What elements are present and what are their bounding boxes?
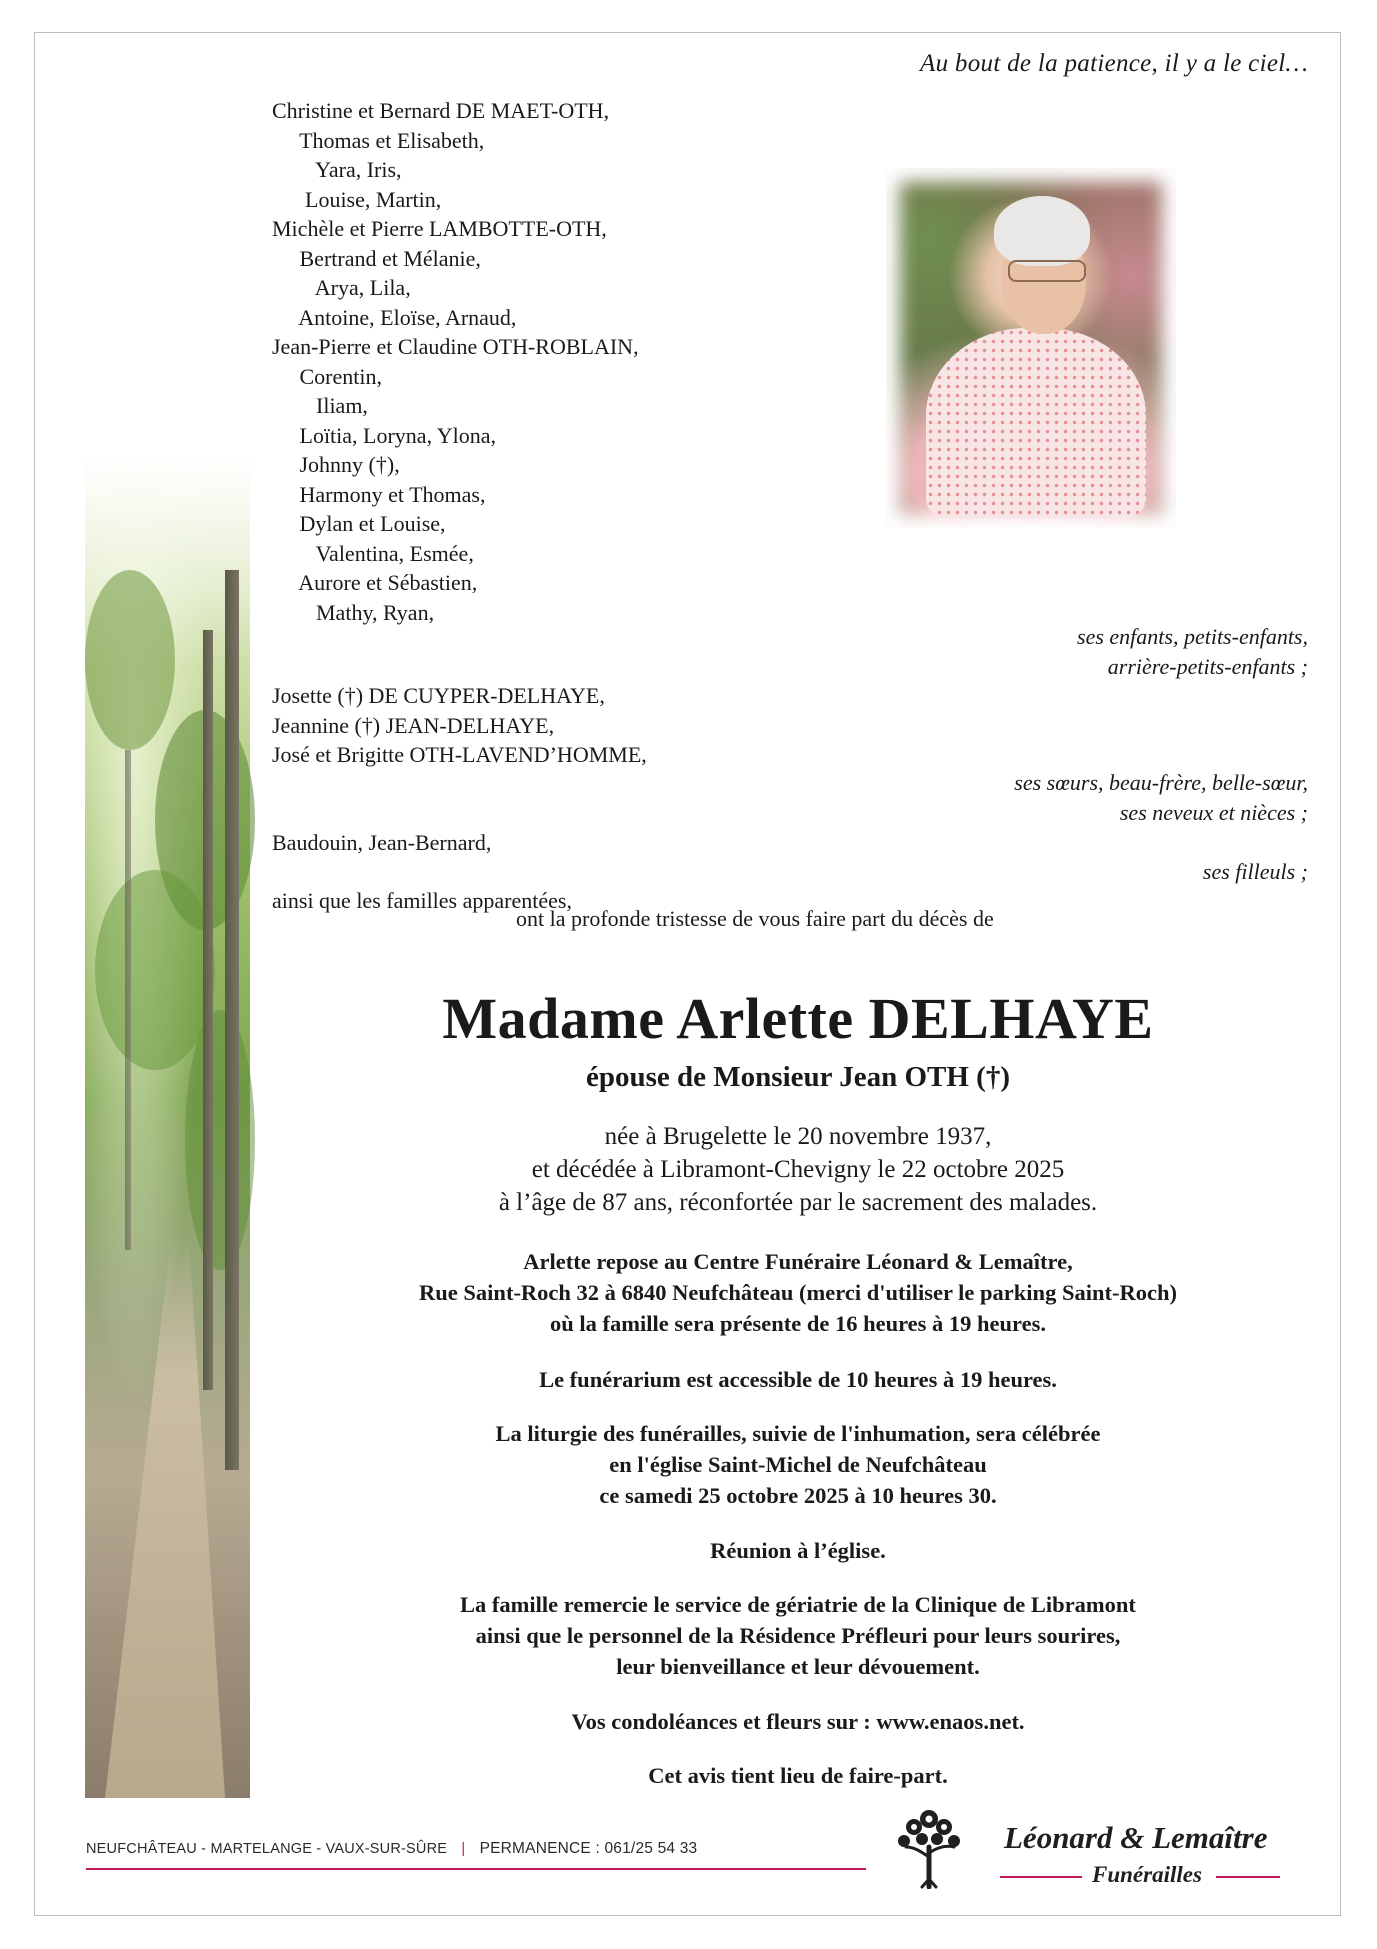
tree-logo-icon xyxy=(892,1807,966,1889)
portrait-photo xyxy=(886,168,1176,528)
role-line: ses enfants, petits-enfants, xyxy=(1077,624,1308,649)
motto: Au bout de la patience, il y a le ciel… xyxy=(920,50,1308,77)
sibling-line: Josette (†) DE CUYPER-DELHAYE, xyxy=(272,683,605,708)
announcement: ont la profonde tristesse de vous faire part du décès de xyxy=(516,906,994,931)
liturgy-line: en l'église Saint-Michel de Neufchâteau xyxy=(609,1452,987,1477)
deceased-name: Madame Arlette DELHAYE xyxy=(442,986,1154,1051)
footer-locations: NEUFCHÂTEAU - MARTELANGE - VAUX-SUR-SÛRE xyxy=(86,1841,448,1857)
footer-rule xyxy=(86,1868,866,1870)
family-line: Harmony et Thomas, xyxy=(272,481,486,507)
family-line: Jean-Pierre et Claudine OTH-ROBLAIN, xyxy=(272,334,639,359)
thanks-block xyxy=(250,1589,1346,1682)
date-line: et décédée à Libramont-Chevigny le 22 octobre 2025 xyxy=(531,1156,1065,1183)
thanks-line: La famille remercie le service de gériatrie de la Clinique de Libramont xyxy=(460,1592,1136,1617)
family-line: Dylan et Louise, xyxy=(272,511,446,536)
liturgy-block xyxy=(250,1418,1346,1511)
family-line: Michèle et Pierre LAMBOTTE-OTH, xyxy=(272,216,607,241)
condolences-line: Vos condoléances et fleurs sur : www.enaos.net. xyxy=(571,1709,1025,1734)
rest-block xyxy=(250,1246,1346,1339)
godchildren: Baudouin, Jean-Bernard, xyxy=(272,830,492,855)
reunion-line: Réunion à l’église. xyxy=(710,1538,886,1563)
sibling-line: Jeannine (†) JEAN-DELHAYE, xyxy=(272,712,555,738)
family-line: Yara, Iris, xyxy=(272,157,402,182)
footer-permanence: PERMANENCE : 061/25 54 33 xyxy=(479,1840,698,1857)
notice-line: Cet avis tient lieu de faire-part. xyxy=(648,1763,948,1788)
funerarium-line: Le funérarium est accessible de 10 heures à 19 heures. xyxy=(539,1367,1057,1392)
logo-rule-left xyxy=(1000,1876,1082,1878)
family-line: Valentina, Esmée, xyxy=(272,540,474,566)
spouse-line: épouse de Monsieur Jean OTH (†) xyxy=(586,1061,1010,1093)
thanks-line: leur bienveillance et leur dévouement. xyxy=(616,1654,980,1679)
family-line: Louise, Martin, xyxy=(272,186,442,212)
logo-subtitle: Funérailles xyxy=(1092,1862,1202,1887)
family-line: Antoine, Eloïse, Arnaud, xyxy=(272,304,517,330)
sibling-line: José et Brigitte OTH-LAVEND’HOMME, xyxy=(272,742,647,767)
family-line: Bertrand et Mélanie, xyxy=(272,245,481,271)
forest-path-image xyxy=(85,450,250,1798)
family-line: Iliam, xyxy=(272,393,368,418)
date-line: née à Brugelette le 20 novembre 1937, xyxy=(604,1123,992,1150)
thanks-line: ainsi que le personnel de la Résidence Préfleuri pour leurs sourires, xyxy=(475,1623,1121,1648)
rest-line: où la famille sera présente de 16 heures à 19 heures. xyxy=(550,1311,1046,1336)
family-line: Johnny (†), xyxy=(272,452,400,477)
rest-line: Rue Saint-Roch 32 à 6840 Neufchâteau (merci d'utiliser le parking Saint-Roch) xyxy=(419,1280,1177,1305)
family-line: Loïtia, Loryna, Ylona, xyxy=(272,422,497,448)
liturgy-line: ce samedi 25 octobre 2025 à 10 heures 30. xyxy=(599,1483,997,1508)
role-line: ses sœurs, beau-frère, belle-sœur, xyxy=(1014,770,1308,795)
siblings-list xyxy=(272,681,647,770)
footer-separator: | xyxy=(461,1841,466,1857)
rest-line: Arlette repose au Centre Funéraire Léonard & Lemaître, xyxy=(523,1249,1073,1274)
family-line: Aurore et Sébastien, xyxy=(272,570,478,595)
role-children xyxy=(1077,622,1308,681)
role-godchildren: ses filleuls ; xyxy=(1202,859,1308,884)
family-line: Mathy, Ryan, xyxy=(272,599,435,625)
family-line: Christine et Bernard DE MAET-OTH, xyxy=(272,98,610,123)
family-line: Corentin, xyxy=(272,363,382,389)
footer-info xyxy=(86,1840,697,1858)
role-line: ses neveux et nièces ; xyxy=(1119,799,1308,825)
role-line: arrière-petits-enfants ; xyxy=(1107,653,1308,679)
family-line: Thomas et Elisabeth, xyxy=(272,127,485,153)
family-line: Arya, Lila, xyxy=(272,275,411,300)
logo-rule-right xyxy=(1216,1876,1280,1878)
liturgy-line: La liturgie des funérailles, suivie de l'inhumation, sera célébrée xyxy=(495,1421,1101,1446)
families-line: ainsi que les familles apparentées, xyxy=(272,888,572,913)
role-siblings xyxy=(1014,768,1308,827)
family-list xyxy=(272,96,639,627)
logo-title: Léonard & Lemaître xyxy=(1004,1820,1268,1855)
dates-block xyxy=(250,1120,1346,1219)
date-line: à l’âge de 87 ans, réconfortée par le sacrement des malades. xyxy=(498,1189,1098,1216)
